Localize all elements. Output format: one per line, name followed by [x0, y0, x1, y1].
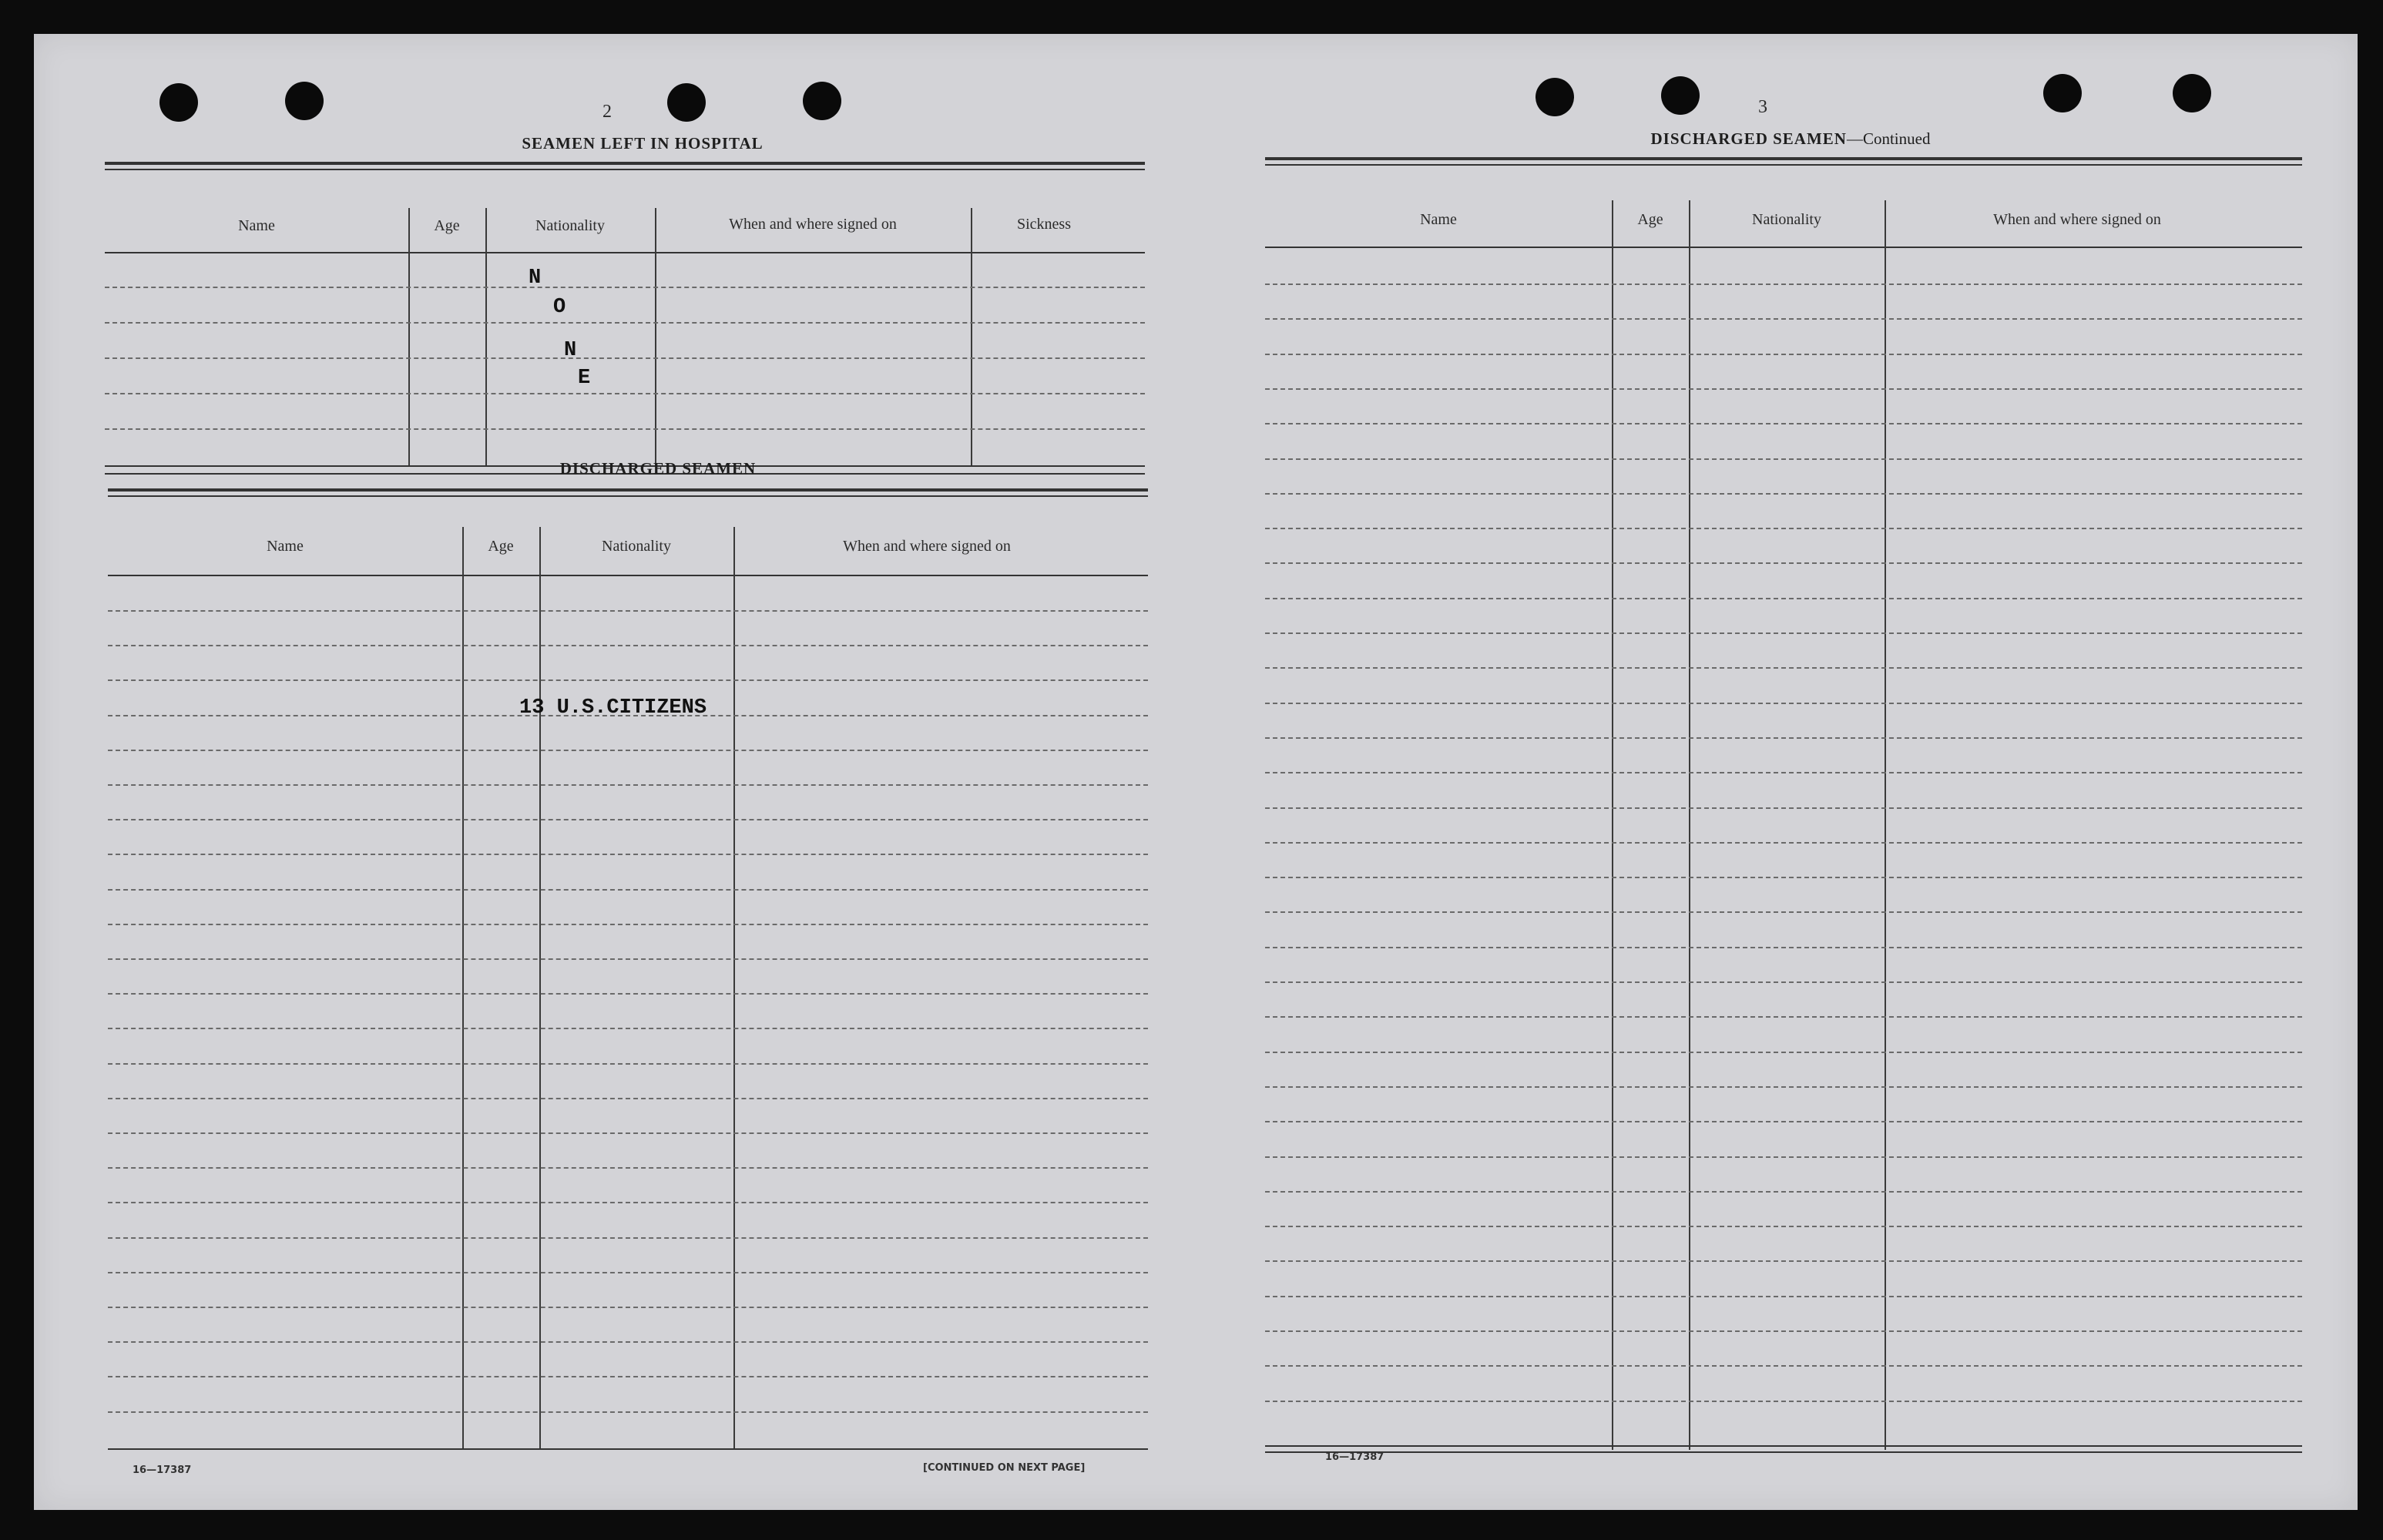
- ruled-line: [108, 1202, 1148, 1203]
- discharged-col-signed-on: When and where signed on: [843, 538, 1011, 555]
- punch-hole-icon: [2043, 74, 2082, 112]
- discharged-col-name: Name: [267, 538, 304, 555]
- ruled-line: [1265, 947, 2302, 948]
- ruled-line: [108, 1028, 1148, 1029]
- ruled-line: [1265, 911, 2302, 913]
- ruled-line: [108, 819, 1148, 820]
- right-page-number: 3: [1758, 97, 1767, 117]
- ruled-line: [108, 1411, 1148, 1413]
- continued-col-age: Age: [1637, 211, 1663, 228]
- document-sheet: [34, 34, 2358, 1510]
- ruled-line: [1265, 388, 2302, 390]
- ruled-line: [108, 610, 1148, 612]
- typed-none-letter: O: [553, 296, 566, 319]
- ruled-line: [1265, 1401, 2302, 1402]
- hospital-col-nationality: Nationality: [535, 217, 605, 234]
- ruled-line: [1265, 1121, 2302, 1122]
- discharged-col-age: Age: [488, 538, 514, 555]
- typed-none-letter: N: [529, 267, 542, 290]
- ruled-line: [1265, 458, 2302, 460]
- punch-hole-icon: [2173, 74, 2211, 112]
- ruled-line: [108, 958, 1148, 960]
- ruled-line: [108, 1341, 1148, 1343]
- ruled-line: [1265, 1052, 2302, 1053]
- continued-col-signed-on: When and where signed on: [1993, 211, 2161, 228]
- ruled-line: [1265, 807, 2302, 809]
- ruled-line: [1265, 493, 2302, 495]
- typed-none-letter: E: [578, 367, 591, 390]
- ruled-line: [108, 993, 1148, 995]
- ruled-line: [1265, 1191, 2302, 1193]
- ruled-line: [1265, 1365, 2302, 1367]
- ruled-line: [108, 679, 1148, 681]
- ruled-line: [1265, 318, 2302, 320]
- right-section-title: [1498, 129, 2083, 149]
- ruled-line: [1265, 703, 2302, 704]
- left-form-number: 16—17387: [133, 1465, 192, 1476]
- ruled-line: [108, 1307, 1148, 1308]
- ruled-line: [108, 1272, 1148, 1273]
- ruled-line: [108, 1063, 1148, 1065]
- ruled-line: [108, 854, 1148, 855]
- ruled-line: [108, 645, 1148, 646]
- discharged-continued-table: [1265, 157, 2302, 1451]
- ruled-line: [1265, 1260, 2302, 1262]
- right-section-title-suffix: —Continued: [1846, 129, 1931, 148]
- punch-hole-icon: [1536, 78, 1574, 116]
- ruled-line: [108, 1376, 1148, 1377]
- punch-hole-icon: [667, 83, 706, 122]
- ruled-line: [1265, 284, 2302, 285]
- punch-hole-icon: [159, 83, 198, 122]
- ruled-line: [1265, 842, 2302, 844]
- hospital-col-signed-on: When and where signed on: [729, 216, 897, 233]
- ruled-line: [1265, 1330, 2302, 1332]
- ruled-line: [108, 1098, 1148, 1099]
- ruled-line: [108, 750, 1148, 751]
- ruled-line: [1265, 737, 2302, 739]
- ruled-line: [1265, 877, 2302, 878]
- ruled-line: [1265, 1086, 2302, 1088]
- discharged-col-nationality: Nationality: [602, 538, 671, 555]
- ruled-line: [108, 1237, 1148, 1239]
- ruled-line: [108, 1132, 1148, 1134]
- hospital-table: [105, 162, 1145, 478]
- ruled-line: [108, 1167, 1148, 1169]
- typed-discharged-entry: 13 U.S.CITIZENS: [519, 696, 707, 720]
- ruled-line: [1265, 562, 2302, 564]
- ruled-line: [108, 889, 1148, 891]
- hospital-col-name: Name: [238, 217, 275, 234]
- ruled-line: [1265, 667, 2302, 669]
- ruled-line: [1265, 981, 2302, 983]
- hospital-col-age: Age: [434, 217, 460, 234]
- ruled-line: [1265, 632, 2302, 634]
- ruled-line: [1265, 423, 2302, 424]
- continued-note: [CONTINUED ON NEXT PAGE]: [923, 1462, 1086, 1474]
- right-form-number: 16—17387: [1325, 1451, 1384, 1463]
- ruled-line: [108, 784, 1148, 786]
- right-section-title-text: DISCHARGED SEAMEN: [1650, 129, 1847, 148]
- ruled-line: [1265, 1226, 2302, 1227]
- hospital-section-title: SEAMEN LEFT IN HOSPITAL: [522, 134, 764, 153]
- continued-col-nationality: Nationality: [1752, 211, 1821, 228]
- punch-hole-icon: [803, 82, 841, 120]
- ruled-line: [1265, 528, 2302, 529]
- ruled-line: [1265, 1016, 2302, 1018]
- hospital-col-sickness: Sickness: [1017, 216, 1071, 233]
- ruled-line: [1265, 598, 2302, 599]
- continued-col-name: Name: [1420, 211, 1457, 228]
- ruled-line: [1265, 354, 2302, 355]
- punch-hole-icon: [285, 82, 324, 120]
- ruled-line: [1265, 1296, 2302, 1297]
- discharged-table: [108, 488, 1148, 1459]
- ruled-line: [108, 924, 1148, 925]
- ruled-line: [1265, 1156, 2302, 1158]
- typed-none-letter: N: [564, 339, 577, 362]
- discharged-section-title: DISCHARGED SEAMEN: [559, 459, 757, 478]
- left-page-number: 2: [602, 102, 612, 122]
- ruled-line: [1265, 772, 2302, 773]
- punch-hole-icon: [1661, 76, 1700, 115]
